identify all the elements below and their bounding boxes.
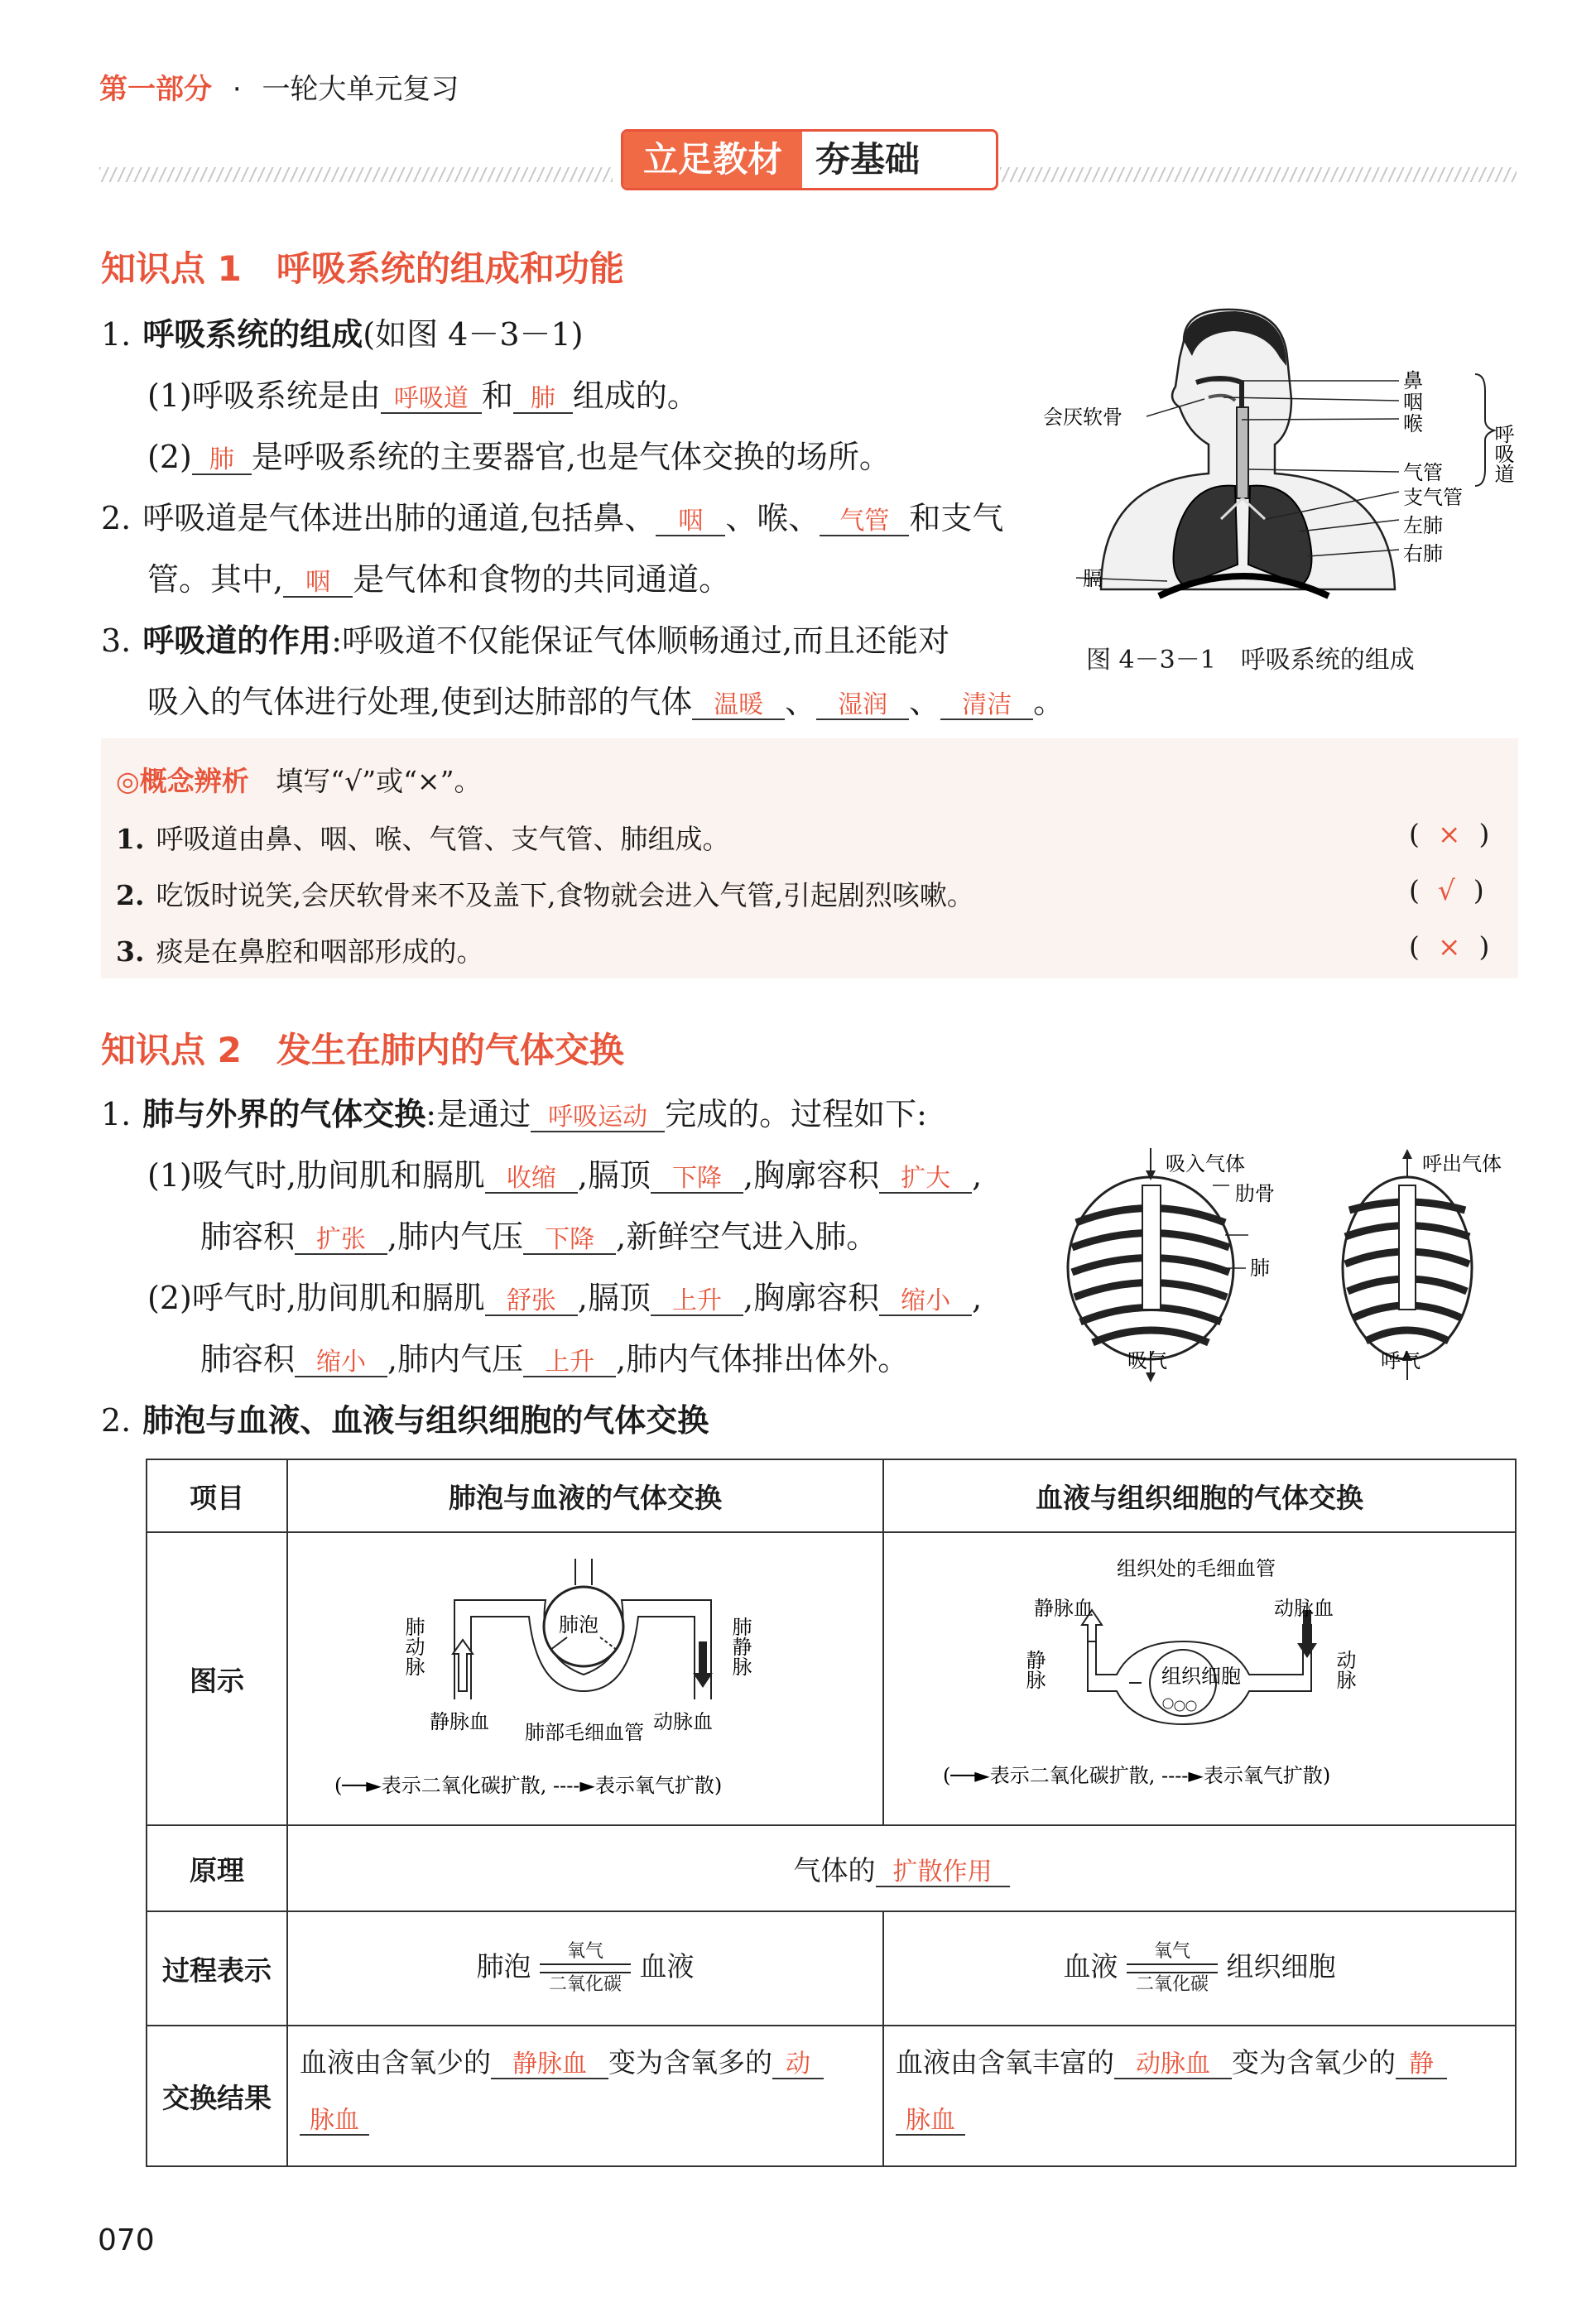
label-pulmonary-artery: 肺动脉	[401, 1617, 425, 1676]
blank-pressure-down: 下降	[523, 1226, 616, 1255]
concept-item-2-text: 吃饭时说笑,会厌软骨来不及盖下,食物就会进入气管,引起剧烈咳嗽。	[156, 879, 974, 911]
s2-q1b2	[200, 1338, 909, 1381]
s1-q2b	[147, 558, 730, 601]
section1-title: 知识点 1 呼吸系统的组成和功能	[101, 248, 624, 289]
blank-warm: 温暖	[692, 691, 785, 720]
process1-left: 肺泡	[476, 1950, 531, 1983]
blank-venous-2b: 脉血	[896, 2107, 965, 2136]
s2-q1-pre: :是通过	[425, 1096, 531, 1132]
s1-q3	[101, 619, 949, 662]
label-inhale: 吸气	[1127, 1349, 1167, 1372]
inhale-ribcage	[1068, 1148, 1248, 1382]
row-diagram-label: 图示	[147, 1532, 287, 1825]
table-row-diagram	[147, 1532, 1516, 1825]
principle-cell	[287, 1825, 1516, 1911]
blank-contract: 收缩	[485, 1165, 578, 1194]
s1-q1-tail: (如图 4－3－1)	[363, 316, 584, 353]
diagram-alveoli-cell	[287, 1532, 883, 1825]
blank-rise: 上升	[651, 1287, 743, 1316]
label-pulmonary-vein: 肺静脉	[728, 1617, 752, 1676]
process2-bottom: 二氧化碳	[1135, 1974, 1209, 1995]
paren-open: (	[1409, 930, 1420, 963]
s2-q1b-m2: ,胸廓容积	[743, 1280, 880, 1316]
s2-q1b	[147, 1276, 982, 1319]
legend-1: (──►表示二氧化碳扩散, ----►表示氧气扩散)	[334, 1774, 723, 1797]
process2-arrows	[1127, 1940, 1218, 1997]
s1-q1b	[147, 435, 891, 478]
label-tissue-arterial: 动脉血	[1274, 1597, 1334, 1620]
label-inhale-air: 吸入气体	[1166, 1152, 1245, 1175]
concept-item-2-num: 2.	[116, 879, 145, 911]
table-row-process	[147, 1911, 1516, 2026]
label-diaphragm: 膈	[1083, 567, 1103, 590]
s2-q2-head: 肺泡与血液、血液与组织细胞的气体交换	[142, 1401, 709, 1439]
label-tissue-capillary: 组织处的毛细血管	[1117, 1557, 1276, 1580]
result-cell-2	[883, 2026, 1516, 2166]
concept-item-3	[116, 930, 483, 969]
paren-close: )	[1478, 818, 1490, 850]
table-row-principle	[147, 1825, 1516, 1911]
s1-q1a-pre: (1)呼吸系统是由	[147, 377, 381, 414]
answer-mark: ×	[1437, 818, 1461, 850]
s1-q1b-pre: (2)	[147, 439, 192, 475]
blank-common-channel: 咽	[283, 569, 353, 598]
result1-mid: 变为含氧多的	[608, 2046, 772, 2079]
principle-pre: 气体的	[793, 1853, 876, 1886]
blank-arterial-b: 脉血	[300, 2107, 369, 2136]
th-alveoli-blood: 肺泡与血液的气体交换	[287, 1459, 883, 1532]
s2-q1a2-m1: ,肺内气压	[387, 1218, 524, 1255]
blank-clean: 清洁	[940, 691, 1033, 720]
banner-right: 夯基础	[802, 132, 933, 188]
header-title: 一轮大单元复习	[262, 73, 459, 106]
legend-2: (──►表示二氧化碳扩散, ----►表示氧气扩散)	[943, 1764, 1331, 1787]
figure1-caption: 图 4－3－1 呼吸系统的组成	[1086, 646, 1415, 675]
label-rib: 肋骨	[1235, 1182, 1275, 1205]
th-item: 项目	[147, 1459, 287, 1532]
label-tract: 呼吸道	[1491, 424, 1514, 483]
s2-q1a2-pre: 肺容积	[200, 1218, 296, 1255]
blank-lung: 肺	[513, 385, 573, 414]
s2-q1b2-pre: 肺容积	[200, 1341, 296, 1377]
row-process-label: 过程表示	[147, 1911, 287, 2026]
s1-q1	[101, 313, 584, 356]
s1-q1b-post: 是呼吸系统的主要器官,也是气体交换的场所。	[251, 439, 891, 475]
blank-respiratory-tract: 呼吸道	[381, 385, 482, 414]
blank-venous-2a: 静	[1396, 2050, 1447, 2079]
s1-q3b-pre: 吸入的气体进行处理,使到达肺部的气体	[147, 684, 693, 720]
s1-q3b-sep2: 、	[909, 684, 941, 720]
label-lung: 肺	[1250, 1257, 1270, 1280]
concept-header	[116, 760, 481, 799]
process1-right: 血液	[639, 1950, 695, 1983]
concept-item-1-text: 呼吸道由鼻、咽、喉、气管、支气管、肺组成。	[156, 823, 730, 855]
label-bronchus: 支气管	[1403, 486, 1463, 509]
concept-item-3-num: 3.	[116, 935, 145, 968]
blank-trachea: 气管	[820, 507, 909, 536]
label-vein: 静脉	[1022, 1650, 1046, 1689]
s2-q2-num: 2.	[101, 1402, 132, 1439]
gas-exchange-table	[146, 1459, 1517, 2167]
page-number: 070	[98, 2223, 155, 2257]
label-exhale: 呼气	[1381, 1349, 1421, 1372]
s1-q2	[101, 497, 1003, 540]
banner	[621, 129, 998, 190]
label-larynx: 喉	[1403, 412, 1423, 435]
s1-q1-head: 呼吸系统的组成	[142, 315, 363, 353]
s1-q3-num: 3.	[101, 622, 132, 659]
s1-q2-post: 和支气	[909, 500, 1004, 536]
s1-q2b-post: 是气体和食物的共同通道。	[353, 561, 731, 598]
label-venous-blood: 静脉血	[430, 1710, 489, 1733]
s1-q1a-mid: 和	[481, 377, 513, 414]
banner-hatch-left	[99, 167, 613, 182]
blank-main-organ: 肺	[192, 446, 252, 475]
s2-q1a-pre: (1)吸气时,肋间肌和膈肌	[147, 1157, 485, 1194]
header	[99, 66, 459, 107]
label-alveolus: 肺泡	[559, 1613, 598, 1637]
s2-q1b2-post: ,肺内气体排出体外。	[616, 1341, 910, 1377]
s2-q1a2	[200, 1215, 877, 1258]
label-right-lung: 右肺	[1403, 542, 1443, 565]
blank-pressure-up: 上升	[523, 1348, 616, 1377]
concept-item-1-num: 1.	[116, 823, 145, 855]
s2-q1-head: 肺与外界的气体交换	[142, 1095, 426, 1132]
label-nose: 鼻	[1403, 369, 1423, 392]
header-dot: ·	[232, 73, 242, 106]
concept-title: ◎概念辨析	[116, 765, 249, 797]
s1-q3-head: 呼吸道的作用	[142, 622, 332, 659]
concept-answer-2	[1409, 874, 1484, 906]
s1-q1-num: 1.	[101, 316, 132, 353]
s2-q1b-pre: (2)呼气时,肋间肌和膈肌	[147, 1280, 485, 1316]
table-row-result	[147, 2026, 1516, 2166]
concept-item-2	[116, 874, 974, 913]
label-lung-capillary: 肺部毛细血管	[525, 1721, 644, 1744]
process1-bottom: 二氧化碳	[548, 1974, 622, 1995]
section2-title: 知识点 2 发生在肺内的气体交换	[101, 1030, 624, 1070]
process-cell-1	[287, 1911, 883, 2026]
paren-close: )	[1478, 930, 1490, 963]
s1-q1a-post: 组成的。	[572, 377, 699, 414]
diagram-tissue-cell	[883, 1532, 1516, 1825]
s1-q2-pre: 呼吸道是气体进出肺的通道,包括鼻、	[142, 500, 656, 536]
label-epiglottis: 会厌软骨	[1043, 406, 1122, 429]
s2-q1a-post: ,	[972, 1157, 983, 1194]
s1-q3-post: :呼吸道不仅能保证气体顺畅通过,而且还能对	[331, 622, 950, 659]
blank-shrink: 缩小	[879, 1287, 972, 1316]
banner-left: 立足教材	[623, 132, 802, 188]
header-part: 第一部分	[99, 73, 212, 106]
s2-q1a-m1: ,膈顶	[577, 1157, 651, 1194]
concept-instr: 填写“√”或“×”。	[276, 765, 482, 797]
ribcage-figure	[1060, 1144, 1573, 1392]
result-cell-1	[287, 2026, 883, 2166]
process1-arrows	[540, 1940, 631, 1997]
s1-q2b-pre: 管。其中,	[147, 561, 284, 598]
row-principle-label: 原理	[147, 1825, 287, 1911]
alveoli-diagram	[289, 1534, 882, 1824]
s2-q1-post: 完成的。过程如下:	[665, 1096, 927, 1132]
label-arterial-blood: 动脉血	[653, 1710, 713, 1733]
s2-q1a-m2: ,胸廓容积	[743, 1157, 880, 1194]
s2-q1b-m1: ,膈顶	[577, 1280, 651, 1316]
paren-close: )	[1473, 874, 1484, 906]
result1-pre: 血液由含氧少的	[300, 2046, 491, 2079]
th-blood-tissue: 血液与组织细胞的气体交换	[883, 1459, 1516, 1532]
blank-moist: 湿润	[816, 691, 909, 720]
blank-lung-shrink: 缩小	[295, 1348, 387, 1377]
row-result-label: 交换结果	[147, 2026, 287, 2166]
blank-expand: 扩张	[295, 1226, 387, 1255]
s2-q2	[101, 1399, 709, 1442]
concept-item-1	[116, 818, 729, 857]
blank-arterial-2: 动脉血	[1114, 2050, 1232, 2079]
banner-hatch-right	[1000, 167, 1517, 182]
label-tissue-cell: 组织细胞	[1161, 1665, 1241, 1688]
process1-top: 氧气	[566, 1941, 603, 1962]
s2-q1a2-post: ,新鲜空气进入肺。	[616, 1218, 878, 1255]
process2-left: 血液	[1063, 1950, 1118, 1983]
concept-item-3-text: 痰是在鼻腔和咽部形成的。	[156, 935, 484, 968]
label-trachea: 气管	[1403, 461, 1443, 484]
blank-descend: 下降	[651, 1165, 743, 1194]
s1-q3b	[147, 680, 1065, 723]
table-header-row	[147, 1459, 1516, 1532]
label-pharynx: 咽	[1403, 391, 1423, 414]
label-tissue-venous: 静脉血	[1034, 1597, 1094, 1620]
s2-q1a	[147, 1154, 982, 1197]
s1-q3b-post: 。	[1033, 684, 1065, 720]
respiratory-system-figure	[1043, 308, 1573, 606]
result2-mid: 变为含氧少的	[1232, 2046, 1396, 2079]
label-left-lung: 左肺	[1403, 514, 1443, 537]
s1-q2-mid: 、喉、	[725, 500, 820, 536]
blank-breathing-movement: 呼吸运动	[531, 1103, 665, 1132]
blank-pharynx: 咽	[656, 507, 725, 536]
blank-diffusion: 扩散作用	[876, 1858, 1010, 1887]
paren-open: (	[1409, 818, 1420, 850]
concept-answer-3	[1409, 930, 1489, 963]
s2-q1b-post: ,	[972, 1280, 983, 1316]
blank-relax: 舒张	[485, 1287, 578, 1316]
s1-q1a	[147, 374, 699, 417]
label-exhale-air: 呼出气体	[1422, 1152, 1502, 1175]
blank-enlarge: 扩大	[879, 1165, 972, 1194]
process2-right: 组织细胞	[1226, 1950, 1336, 1983]
process2-top: 氧气	[1153, 1941, 1190, 1962]
concept-answer-1	[1409, 818, 1489, 850]
result2-pre: 血液由含氧丰富的	[896, 2046, 1114, 2079]
s2-q1b2-m1: ,肺内气压	[387, 1341, 524, 1377]
label-tract-vertical	[1491, 424, 1514, 483]
answer-mark: ×	[1437, 930, 1461, 963]
tissue-diagram	[885, 1534, 1514, 1824]
s2-q1	[101, 1093, 927, 1136]
exhale-ribcage	[1343, 1149, 1472, 1380]
blank-arterial-a: 动	[772, 2050, 824, 2079]
label-artery: 动脉	[1333, 1650, 1356, 1689]
blank-venous: 静脉血	[491, 2050, 608, 2079]
s1-q3b-sep1: 、	[785, 684, 817, 720]
paren-open: (	[1409, 874, 1420, 906]
answer-mark: √	[1437, 874, 1455, 906]
process-cell-2	[883, 1911, 1516, 2026]
s2-q1-num: 1.	[101, 1096, 132, 1132]
s1-q2-num: 2.	[101, 500, 132, 536]
